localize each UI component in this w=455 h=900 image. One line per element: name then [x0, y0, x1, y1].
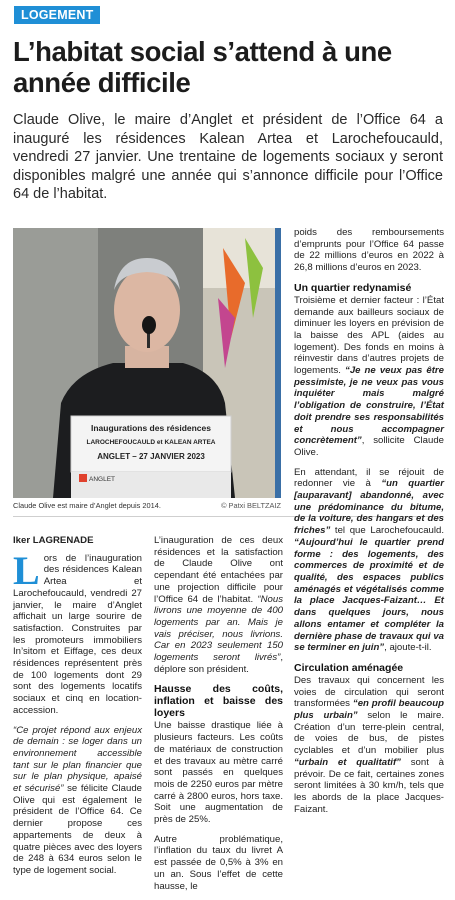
col2-paragraph-1-end: , déplore son président. [154, 652, 283, 675]
col3-paragraph-4-mid: selon le maire. Création d’un terre-plein central, de voies de bus, de pistes cyclables et d’un mobilier plus [294, 710, 444, 757]
col1-paragraph-2: se félicite Claude Olive qui est également le président de l’Office 64. Ce dernier propose ces appartements de deux à quatre pièces avec des loyers de 248 à 634 euros selon le type de logement social. [13, 783, 142, 876]
article-column-3 [294, 227, 444, 823]
col1-paragraph-1: ors de l’inauguration des résidences Kalean Artea et Larochefoucauld, vendredi 27 janvier, le maire d’Anglet affichait un large sourire de satisfaction. Construites par les promoteurs immobiliers In’sitom et Eiffage, ces deux résidences représentent près de 100 logements dont 29 sont des logements locatifs sociaux et cinq en location-accession. [13, 552, 142, 716]
col3-quote-3: “Aujourd’hui le quartier prend forme : des logements, des commerces de proximité et de qualité, des espaces publics aménagés et végétalisés comme la place Jacques-Faizant… Et dans quelques jours, nous allons entamer et compléter la dernière phase de travaux qui va se terminer en juin” [294, 536, 444, 654]
drop-cap: L [13, 547, 40, 593]
col2-paragraph-3: Autre problématique, l’inflation du taux du livret A est passée de 0,5% à 3% en un an. Sous l’effet de cette hausse, le [154, 833, 283, 892]
col3-quote-4: “en profil beaucoup plus urbain” [294, 698, 444, 722]
section-rubric: LOGEMENT [14, 6, 100, 24]
col3-paragraph-2-end: , sollicite Claude Olive. [294, 435, 444, 458]
article-column-1 [13, 535, 142, 885]
photo-credit: © Patxi BELTZAIZ [221, 501, 281, 510]
col2-quote: “Nous livrons une moyenne de 400 logements par an. Mais je vais préciser, nous livrions. Car en 2023 seulement 150 logements seront livrés” [154, 593, 283, 664]
photo-caption: Claude Olive est maire d’Anglet depuis 2014. [13, 501, 161, 510]
article-column-2 [154, 535, 283, 900]
lectern-logo: ANGLET [89, 476, 116, 483]
article-photo [13, 228, 281, 498]
col3-paragraph-3-start: En attendant, il se réjouit de redonner vie à [294, 466, 444, 490]
col3-paragraph-1: poids des remboursements d’emprunts pour l’Office 64 passe de 22 millions d’euros en 2022 à 26,8 millions d’euros en 2023. [294, 227, 444, 274]
subheading-hausse: Hausse des coûts, inflation et baisse des loyers [154, 683, 283, 720]
col3-paragraph-4-end: sont à prévoir. De ce fait, certaines zones seront limitées à 30 km/h, tels que les abords de la place Jacques-Faizant. [294, 756, 444, 815]
col3-paragraph-3-end: , ajoute-t-il. [384, 642, 432, 654]
article-headline: L’habitat social s’attend à une année difficile [13, 36, 392, 98]
col3-paragraph-4-start: Des travaux qui concernent les voies de circulation qui seront transformées [294, 674, 444, 710]
col1-quote: “Ce projet répond aux enjeux de demain : se loger dans un environnement accessible tant sur le plan financier que sur le plan physique, apaisé et sécurisé” [13, 724, 142, 795]
photo-illustration [13, 228, 281, 498]
col3-quote-2: “un quartier [auparavant] abandonné, avec une prédominance du bitume, de la voiture, des hangars et des friches” [294, 478, 445, 537]
banner-line-1: Inaugurations des résidences [91, 423, 211, 433]
col3-quote-5: “urbain et qualitatif” [294, 756, 401, 768]
col2-paragraph-2: Une baisse drastique liée à plusieurs facteurs. Les coûts de matériaux de construction et des travaux au mètre carré sont passés en quelques mois de 2250 euros par mètre carré à 2800 euros, hors taxe. Soit une augmentation de près de 25%. [154, 720, 283, 826]
col3-paragraph-2-start: Troisième et dernier facteur : l’État demande aux bailleurs sociaux de diminuer les loyers en prévision de la baisse des APL (aides au logement). Des fonds en moins à réinvestir dans d’autres projets de logements. [294, 294, 444, 377]
article-lead: Claude Olive, le maire d’Anglet et président de l’Office 64 a inauguré les résidences Kalean Artea et Larochefoucauld, vendredi 27 janvier. Une trentaine de logements sociaux y seront disponibles malgré une année qui s’annonce difficile pour l’Office 64 de l’habitat. [13, 112, 443, 203]
col3-paragraph-3-mid: tel que Larochefoucauld. [330, 525, 444, 537]
banner-line-3: ANGLET – 27 JANVIER 2023 [97, 452, 205, 461]
author-byline: Iker LAGRENADE [13, 535, 94, 546]
col3-quote-1: “Je ne veux pas être pessimiste, je ne veux pas vous inquiéter mais malgré l’obligation de construire, l’État doit prendre ses responsabilités et nous accompagner concrètement” [294, 365, 444, 447]
subheading-circulation: Circulation aménagée [294, 661, 404, 674]
banner-line-2: LAROCHEFOUCAULD et KALEAN ARTEA [86, 439, 216, 446]
col2-paragraph-1-start: L’inauguration de ces deux résidences et la satisfaction de Claude Olive ont cependant été entachées par une projection difficile pour l’Office 64 de l’habitat. [154, 535, 283, 605]
subheading-quartier: Un quartier redynamisé [294, 281, 412, 294]
photo-caption-row [13, 501, 281, 511]
